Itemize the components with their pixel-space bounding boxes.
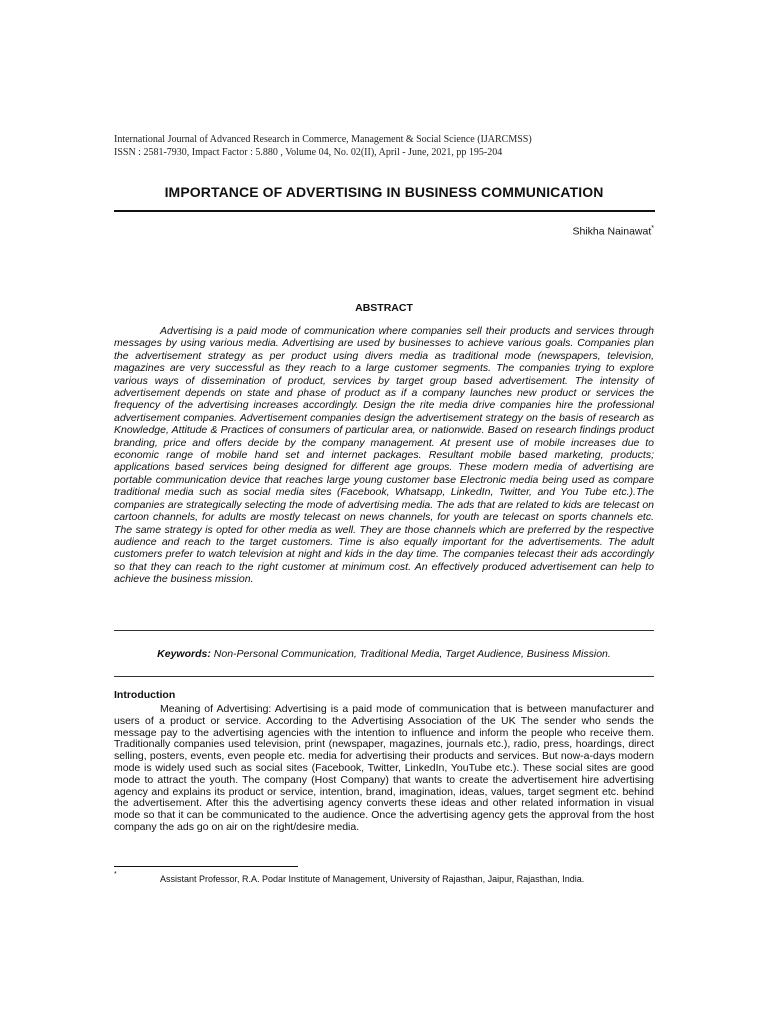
keywords [114, 648, 654, 660]
journal-issn: ISSN : 2581-7930, Impact Factor : 5.880 , Volume 04, No. 02(II), April - June, 2021, pp 195-204 [114, 147, 503, 158]
journal-header [114, 133, 654, 159]
keywords-text: Non-Personal Communication, Traditional Media, Target Audience, Business Mission. [213, 648, 611, 660]
keywords-label: Keywords: [157, 648, 211, 660]
footnote-text: Assistant Professor, R.A. Podar Institute of Management, University of Rajasthan, Jaipur, Rajasthan, India. [160, 874, 585, 884]
paper-title: IMPORTANCE OF ADVERTISING IN BUSINESS COMMUNICATION [164, 184, 604, 200]
introduction-text: Meaning of Advertising: Advertising is a paid mode of communication that is between manufacturer and users of a product or service. According to the Advertising Association of the UK The sender who sends the message pay to the advertising agencies with the intention to influence and inform the people who receive them. Traditionally companies used television, print (newspaper, magazines, journals etc.), radio, press, hoardings, direct selling, posters, events, even people etc. media for advertising their products and services. But now-a-days modern mode is widely used such as social sites (Facebook, Twitter, LinkedIn, YouTube etc.). These social sites are good mode to attract the youth. The company (Host Company) that wants to create the advertisement hire advertising agency and explains its product or service, intention, brand, imagination, ideas, values, target segment etc. behind the advertisement. After this the advertising agency converts these ideas and other related information in visual mode so that it can be communicated to the audience. Once the advertising agency gets the approval from the host company the ads go on air on the right/desire media. [114, 703, 654, 833]
abstract-divider [114, 630, 654, 631]
section-heading-introduction: Introduction [114, 689, 176, 701]
keywords-divider [114, 676, 654, 677]
footnote-divider [114, 866, 298, 867]
journal-name: International Journal of Advanced Research in Commerce, Management & Social Science (IJARCMSS) [114, 134, 532, 145]
abstract-heading: ABSTRACT [355, 302, 413, 314]
author-name: Shikha Nainawat [572, 225, 652, 238]
footnote-mark: * [114, 871, 117, 878]
author [572, 225, 654, 238]
abstract-text: Advertising is a paid mode of communication where companies sell their products and services through messages by using various media. Advertising are used by businesses to achieve various goals. Companies plan the advertisement strategy as per product using divers media as traditional mode (newspapers, television, magazines are very successful as they reach to a large customer segments. The companies trying to explore various ways of dissemination of product, services by target group based advertisement. The intensity of advertisement depends on state and phase of product as if a company launches new product or services the frequency of the advertising increases accordingly. Design the rite media drive companies hire the professional advertisement companies. Advertisement companies design the advertisement strategy on the basis of research as Knowledge, Attitude & Practices of consumers of particular area, or nationwide. Based on research findings product branding, price and offers decide by the company management. At present use of mobile increases due to economic range of mobile hand set and internet packages. Resultant mobile based marketing, products; applications based services being designed for different age groups. These modern media of advertising are portable communication device that reaches large young customer base Electronic media being used as compare traditional media such as social media sites (Facebook, Whatsapp, LinkedIn, Twitter, and You Tube etc.).The companies are strategically selecting the mode of advertising media. The ads that are related to kids are telecast on cartoon channels, for adults are mostly telecast on news channels, for youth are telecast on sports channels etc. The same strategy is opted for other media as well. They are those channels which are preferred by the respective audience and reach to the target customers. Time is also equally important for the advertisements. The adult customers prefer to watch television at night and kids in the day time. The companies telecast their ads accordingly so that they can reach to the right customer at minimum cost. An effectively produced advertisement can help to achieve the business mission. [114, 325, 654, 586]
author-footnote-mark: * [651, 225, 654, 232]
title-divider [114, 210, 655, 212]
